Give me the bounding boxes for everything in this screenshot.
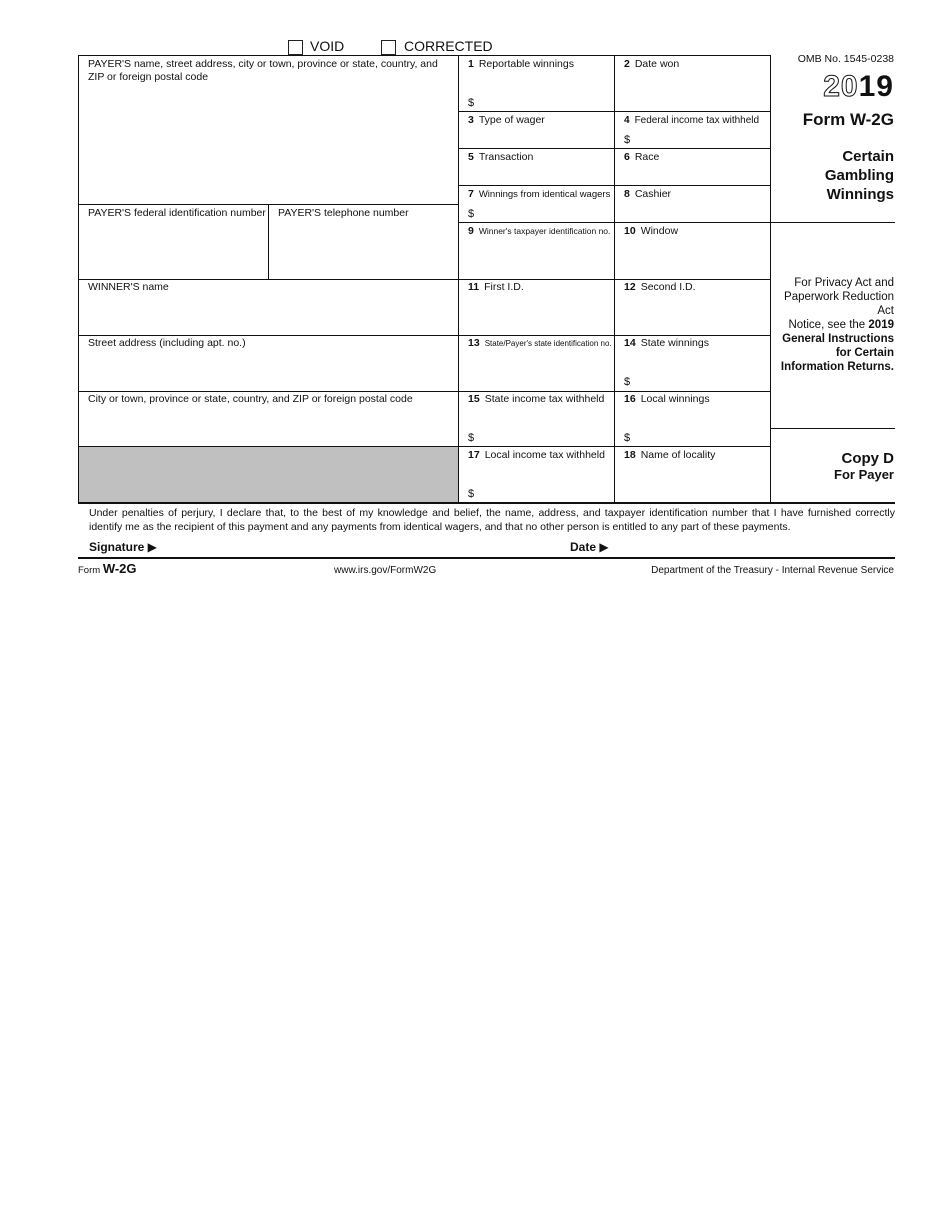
- privacy-notice: For Privacy Act and Paperwork Reduction Act Notice, see the 2019 General Instructions for Certain Information Returns.: [780, 277, 894, 373]
- box-1-reportable-winnings[interactable]: 1 Reportable winnings: [468, 58, 574, 70]
- dollar-sign: $: [624, 134, 631, 146]
- box-18-name-of-locality[interactable]: 18 Name of locality: [624, 449, 716, 461]
- copy-subtitle: For Payer: [834, 467, 894, 482]
- dollar-sign: $: [624, 376, 631, 388]
- dollar-sign: $: [468, 208, 475, 220]
- box-15-state-tax-withheld[interactable]: 15 State income tax withheld: [468, 393, 605, 405]
- dollar-sign: $: [624, 432, 631, 444]
- dollar-sign: $: [468, 97, 475, 109]
- box-17-local-tax-withheld[interactable]: 17 Local income tax withheld: [468, 449, 605, 461]
- perjury-statement: Under penalties of perjury, I declare that, to the best of my knowledge and belief, the name, address, and taxpayer identification number that I have furnished correctly identify me as the recipient of this payment and any payments from identical wagers, and that no other person is entitled to any part of these payments.: [89, 507, 895, 533]
- box-13-state-id[interactable]: 13 State/Payer's state identification no.: [468, 337, 612, 349]
- city-field[interactable]: City or town, province or state, country, and ZIP or foreign postal code: [88, 393, 413, 405]
- void-label: VOID: [310, 38, 345, 54]
- tax-year: 2019: [823, 70, 894, 103]
- box-5-transaction[interactable]: 5 Transaction: [468, 151, 534, 163]
- signature-field[interactable]: Signature ▶: [89, 540, 157, 554]
- payer-name-field[interactable]: PAYER'S name, street address, city or town, province or state, country, and ZIP or foreign postal code: [88, 58, 438, 83]
- footer-department: Department of the Treasury - Internal Revenue Service: [651, 565, 894, 576]
- box-11-first-id[interactable]: 11 First I.D.: [468, 281, 524, 293]
- omb-number: OMB No. 1545-0238: [797, 53, 894, 65]
- box-9-winner-tin[interactable]: 9 Winner's taxpayer identification no.: [468, 225, 611, 237]
- box-16-local-winnings[interactable]: 16 Local winnings: [624, 393, 710, 405]
- box-6-race[interactable]: 6 Race: [624, 151, 660, 163]
- box-8-cashier[interactable]: 8 Cashier: [624, 188, 672, 200]
- footer-url: www.irs.gov/FormW2G: [334, 565, 437, 576]
- corrected-label: CORRECTED: [404, 38, 493, 54]
- void-checkbox[interactable]: [288, 40, 303, 55]
- shaded-area: [79, 447, 458, 502]
- box-14-state-winnings[interactable]: 14 State winnings: [624, 337, 709, 349]
- footer-form-id: Form W-2G: [78, 561, 137, 576]
- form-title: Certain Gambling Winnings: [824, 148, 894, 203]
- winner-name-field[interactable]: WINNER'S name: [88, 281, 169, 293]
- street-address-field[interactable]: Street address (including apt. no.): [88, 337, 246, 349]
- box-12-second-id[interactable]: 12 Second I.D.: [624, 281, 696, 293]
- form-name: Form W-2G: [802, 110, 894, 129]
- box-7-identical-wagers[interactable]: 7 Winnings from identical wagers: [468, 188, 611, 200]
- box-10-window[interactable]: 10 Window: [624, 225, 679, 237]
- box-2-date-won[interactable]: 2 Date won: [624, 58, 680, 70]
- payer-phone-field[interactable]: PAYER'S telephone number: [278, 207, 409, 219]
- date-field[interactable]: Date ▶: [570, 540, 609, 554]
- payer-fein-field[interactable]: PAYER'S federal identification number: [88, 207, 266, 219]
- copy-title: Copy D: [841, 450, 894, 467]
- dollar-sign: $: [468, 432, 475, 444]
- box-4-federal-tax-withheld[interactable]: 4 Federal income tax withheld: [624, 115, 760, 126]
- corrected-checkbox[interactable]: [381, 40, 396, 55]
- box-3-type-of-wager[interactable]: 3 Type of wager: [468, 114, 545, 126]
- dollar-sign: $: [468, 488, 475, 500]
